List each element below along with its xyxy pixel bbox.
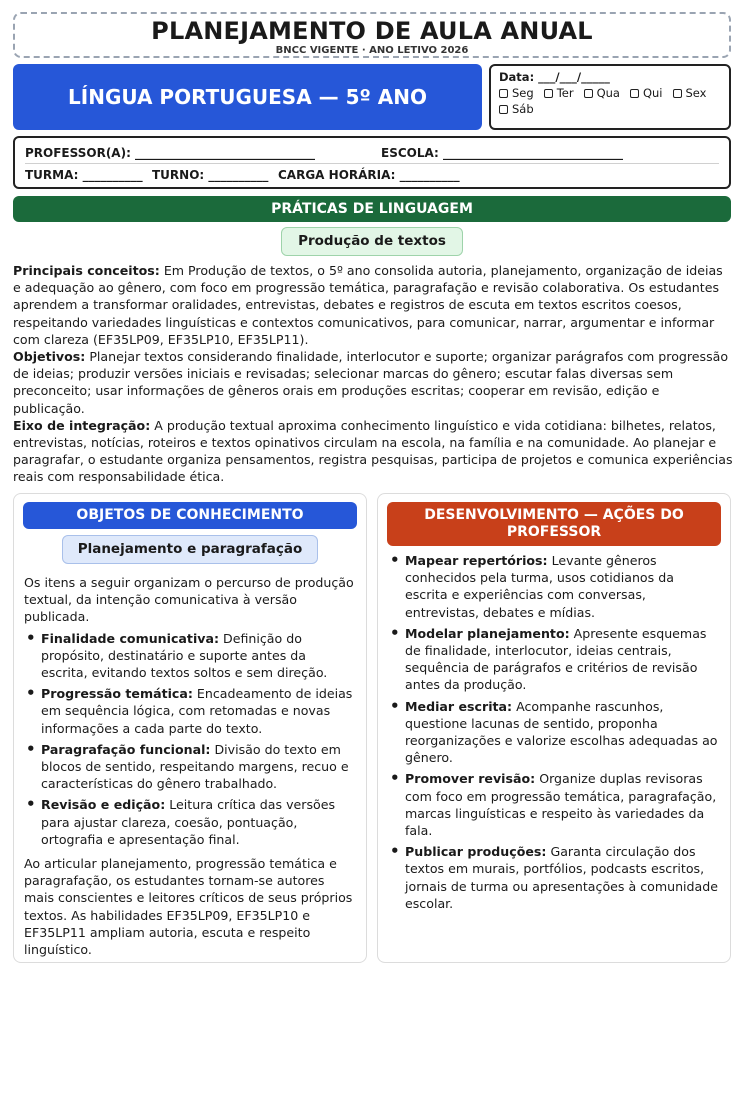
eixo-paragraph: Eixo de integração: A produção textual aproxima conhecimento linguístico e vida cotidiana: bilhetes, relatos, entrevistas, notícias, roteiros e textos opinativos circulam na escola, na família e na comunidade. Ao planejar e paragrafar, o estudante organiza pensamentos, registra pesquisas, participa de projetos e comunica experiências reais com responsabilidade ética. — [13, 417, 733, 485]
knowledge-objects-heading: OBJETOS DE CONHECIMENTO — [23, 502, 357, 529]
objetivos-paragraph: Objetivos: Planejar textos considerando finalidade, interlocutor e suporte; organizar parágrafos com progressão de ideias; produzir versões iniciais e revisadas; selecionar marcas do gênero; escutar falas diversas sem preconceito; usar informações de gêneros orais em produções escritas; cooperar em revisão, edição e publicação. — [13, 349, 729, 416]
weekday-checkboxes — [499, 86, 721, 116]
title-box — [13, 12, 731, 58]
teacher-actions-list — [388, 552, 720, 912]
knowledge-closing: Ao articular planejamento, progressão temática e paragrafação, os estudantes tornam-se autores mais conscientes e leitores críticos de seus próprios textos. As habilidades EF35LP09, EF35LP10 e EF35LP11 ampliam autoria, escuta e respeito linguístico. — [24, 856, 353, 958]
conceitos-paragraph: Principais conceitos: Em Produção de textos, o 5º ano consolida autoria, planejamento, organização de ideias e adequação ao gênero, com foco em progressão temática, paragrafação e revisão colaborativa. Os estudantes aprendem a transformar oralidades, entrevistas, debates e registros de escuta em textos escritos coesos, respeitando variedades linguísticas e contextos comunicativos, para comunicar, narrar, argumentar e informar com clareza (EF35LP09, EF35LP10, EF35LP11). — [13, 263, 723, 347]
teacher-actions-column — [377, 493, 731, 963]
day-qui[interactable]: Qui — [630, 86, 663, 100]
list-item: • Mapear repertórios: Levante gêneros conhecidos pela turma, usos cotidianos da escrita e experiências com conversas, entrevistas, debates e mídias. — [388, 552, 720, 621]
list-item: • Paragrafação funcional: Divisão do texto em blocos de sentido, respeitando margens, recuo e características do gênero trabalhado. — [24, 741, 356, 793]
info-row-professor-escola — [25, 143, 719, 164]
subject-title: LÍNGUA PORTUGUESA — 5º ANO — [68, 85, 427, 109]
list-item: • Finalidade comunicativa: Definição do propósito, destinatário e suporte antes da escrita, evitando textos soltos e sem direção. — [24, 630, 356, 682]
checkbox-icon[interactable] — [584, 89, 593, 98]
knowledge-list — [24, 630, 356, 848]
checkbox-icon[interactable] — [499, 89, 508, 98]
teacher-info-box — [13, 136, 731, 189]
checkbox-icon[interactable] — [499, 105, 508, 114]
carga-horaria-field[interactable]: CARGA HORÁRIA: __________ — [278, 167, 460, 182]
checkbox-icon[interactable] — [673, 89, 682, 98]
turno-field[interactable]: TURNO: __________ — [152, 167, 269, 182]
list-item: • Revisão e edição: Leitura crítica das versões para ajustar clareza, coesão, pontuação, ortografia e apresentação final. — [24, 796, 356, 848]
page-subtitle: BNCC VIGENTE · ANO LETIVO 2026 — [275, 45, 469, 56]
list-item: • Progressão temática: Encadeamento de ideias em sequência lógica, com retomadas e novas informações a cada parte do texto. — [24, 685, 356, 737]
info-row-turma — [25, 164, 719, 185]
page-title: PLANEJAMENTO DE AULA ANUAL — [151, 17, 593, 45]
date-field[interactable]: Data: ___/___/_____ — [499, 70, 610, 84]
section-title: PRÁTICAS DE LINGUAGEM — [13, 196, 731, 222]
day-sab[interactable]: Sáb — [499, 102, 534, 116]
teacher-actions-heading: DESENVOLVIMENTO — AÇÕES DO PROFESSOR — [387, 502, 721, 546]
escola-field[interactable]: ESCOLA: ______________________________ — [381, 146, 623, 160]
main-description — [13, 262, 733, 486]
list-item: • Promover revisão: Organize duplas revisoras com foco em progressão temática, paragrafação, marcas linguísticas e respeito às variedades da fala. — [388, 770, 720, 839]
knowledge-objects-column — [13, 493, 367, 963]
knowledge-objects-body — [14, 574, 366, 958]
turma-field[interactable]: TURMA: __________ — [25, 167, 143, 182]
list-item: • Modelar planejamento: Apresente esquemas de finalidade, interlocutor, ideias centrais, sequência de parágrafos e critérios de revisão antes da produção. — [388, 625, 720, 694]
practice-label: Produção de textos — [281, 227, 463, 256]
day-qua[interactable]: Qua — [584, 86, 620, 100]
knowledge-intro: Os itens a seguir organizam o percurso de produção textual, da intenção comunicativa à versão publicada. — [24, 575, 354, 625]
checkbox-icon[interactable] — [630, 89, 639, 98]
list-item: • Publicar produções: Garanta circulação dos textos em murais, portfólios, podcasts escritos, jornais de turma ou apresentações à comunidade escolar. — [388, 843, 720, 912]
day-ter[interactable]: Ter — [544, 86, 574, 100]
day-sex[interactable]: Sex — [673, 86, 707, 100]
planning-label: Planejamento e paragrafação — [62, 535, 318, 564]
date-box — [489, 64, 731, 130]
teacher-actions-body — [378, 552, 730, 912]
subject-banner — [13, 64, 482, 130]
list-item: • Mediar escrita: Acompanhe rascunhos, questione lacunas de sentido, proponha reorganizações e valorize escolhas adequadas ao gênero. — [388, 698, 720, 767]
checkbox-icon[interactable] — [544, 89, 553, 98]
professor-field[interactable]: PROFESSOR(A): ______________________________ — [25, 146, 316, 160]
day-seg[interactable]: Seg — [499, 86, 534, 100]
